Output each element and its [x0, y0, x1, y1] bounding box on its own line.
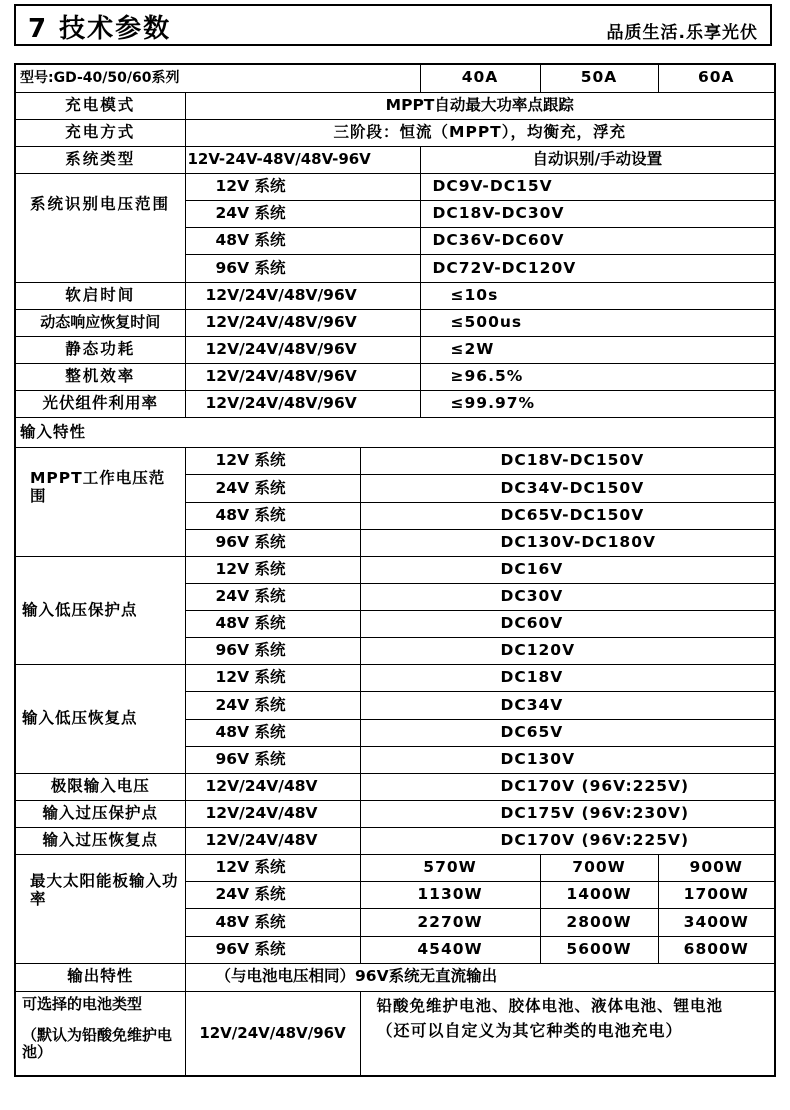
system-cell: 24V 系统 [185, 201, 420, 228]
value-50a: 700W [540, 855, 658, 882]
value-cell: DC9V-DC15V [420, 174, 775, 201]
value-50a: 2800W [540, 909, 658, 936]
value-cell: DC60V [360, 611, 775, 638]
row-label: 系统识别电压范围 [15, 174, 185, 283]
row-label: 软启时间 [15, 282, 185, 309]
system-cell: 24V 系统 [185, 692, 360, 719]
table-row [15, 64, 775, 92]
value-cell: DC175V (96V:230V) [360, 800, 775, 827]
value-cell: ≤500us [420, 309, 775, 336]
system-cell: 24V 系统 [185, 583, 360, 610]
system-cell: 12V/24V/48V [185, 773, 360, 800]
value-cell: DC30V [360, 583, 775, 610]
value-cell: ≤99.97% [420, 391, 775, 418]
row-label: 输入过压保护点 [15, 800, 185, 827]
value-cell: DC72V-DC120V [420, 255, 775, 282]
system-cell: 12V 系统 [185, 665, 360, 692]
table-row [15, 92, 775, 119]
system-cell: 96V 系统 [185, 746, 360, 773]
system-cell: 12V 系统 [185, 174, 420, 201]
table-row [15, 665, 775, 692]
table-row [15, 336, 775, 363]
table-row [15, 418, 775, 448]
battery-types: 铅酸免维护电池、胶体电池、液体电池、锂电池 [376, 996, 724, 1015]
system-cell: 12V/24V/48V/96V [185, 282, 420, 309]
value-cell: ≤10s [420, 282, 775, 309]
row-label: 极限输入电压 [15, 773, 185, 800]
battery-label: 可选择的电池类型 [22, 994, 143, 1013]
battery-types-cell [360, 991, 775, 1076]
system-cell: 48V 系统 [185, 719, 360, 746]
table-row [15, 991, 775, 1076]
value-cell: DC130V-DC180V [360, 529, 775, 556]
col-60a: 60A [658, 64, 775, 92]
table-row [15, 773, 775, 800]
value-cell: ≥96.5% [420, 363, 775, 390]
row-label: 动态响应恢复时间 [15, 309, 185, 336]
table-row [15, 119, 775, 146]
row-label: 光伏组件利用率 [15, 391, 185, 418]
row-label: 输入低压保护点 [15, 556, 185, 665]
value-cell: DC120V [360, 638, 775, 665]
brand-slogan: 品质生活.乐享光伏 [606, 23, 758, 43]
row-label: MPPT工作电压范围 [15, 448, 185, 557]
row-label: 输入低压恢复点 [15, 665, 185, 774]
system-cell: 96V 系统 [185, 936, 360, 963]
battery-label-note: （默认为铅酸免维护电池） [22, 1026, 173, 1062]
system-cell: 12V/24V/48V [185, 800, 360, 827]
system-cell: 96V 系统 [185, 255, 420, 282]
section-header [14, 4, 772, 46]
value-40a: 570W [360, 855, 540, 882]
model-label: 型号:GD-40/50/60系列 [15, 64, 420, 92]
value-cell: DC65V-DC150V [360, 502, 775, 529]
row-systems: 12V-24V-48V/48V-96V [185, 146, 420, 173]
value-cell: DC18V-DC150V [360, 448, 775, 475]
system-cell: 24V 系统 [185, 475, 360, 502]
value-cell: DC36V-DC60V [420, 228, 775, 255]
row-value: （与电池电压相同）96V系统无直流输出 [185, 963, 775, 991]
battery-note: （还可以自定义为其它种类的电池充电） [376, 1020, 683, 1040]
value-60a: 3400W [658, 909, 775, 936]
value-50a: 1400W [540, 882, 658, 909]
table-row [15, 963, 775, 991]
value-cell: DC65V [360, 719, 775, 746]
value-60a: 1700W [658, 882, 775, 909]
value-cell: DC18V-DC30V [420, 201, 775, 228]
value-cell: DC16V [360, 556, 775, 583]
value-cell: DC130V [360, 746, 775, 773]
table-row [15, 309, 775, 336]
row-label: 系统类型 [15, 146, 185, 173]
system-cell: 24V 系统 [185, 882, 360, 909]
table-row [15, 828, 775, 855]
value-cell: ≤2W [420, 336, 775, 363]
value-cell: DC34V-DC150V [360, 475, 775, 502]
system-cell: 12V/24V/48V [185, 828, 360, 855]
row-value: 自动识别/手动设置 [420, 146, 775, 173]
value-40a: 2270W [360, 909, 540, 936]
value-cell: DC170V (96V:225V) [360, 828, 775, 855]
row-label [15, 991, 185, 1076]
value-cell: DC18V [360, 665, 775, 692]
table-row [15, 282, 775, 309]
table-row [15, 146, 775, 173]
col-50a: 50A [540, 64, 658, 92]
section-title: 7 技术参数 [28, 14, 172, 44]
table-row [15, 855, 775, 882]
row-value: MPPT自动最大功率点跟踪 [185, 92, 775, 119]
system-cell: 96V 系统 [185, 529, 360, 556]
value-40a: 4540W [360, 936, 540, 963]
system-cell: 48V 系统 [185, 611, 360, 638]
row-label: 整机效率 [15, 363, 185, 390]
table-row [15, 391, 775, 418]
system-cell: 12V 系统 [185, 556, 360, 583]
row-label: 输出特性 [15, 963, 185, 991]
table-row [15, 556, 775, 583]
value-cell: DC34V [360, 692, 775, 719]
row-label: 输入过压恢复点 [15, 828, 185, 855]
row-label: 充电模式 [15, 92, 185, 119]
col-40a: 40A [420, 64, 540, 92]
value-cell: DC170V (96V:225V) [360, 773, 775, 800]
system-cell: 96V 系统 [185, 638, 360, 665]
value-50a: 5600W [540, 936, 658, 963]
spec-table [14, 63, 776, 1077]
table-row [15, 363, 775, 390]
system-cell: 12V/24V/48V/96V [185, 391, 420, 418]
system-cell: 12V 系统 [185, 855, 360, 882]
system-cell: 12V/24V/48V/96V [185, 363, 420, 390]
system-cell: 48V 系统 [185, 502, 360, 529]
system-cell: 12V/24V/48V/96V [185, 336, 420, 363]
system-cell: 12V/24V/48V/96V [185, 309, 420, 336]
system-cell: 12V/24V/48V/96V [185, 991, 360, 1076]
value-60a: 6800W [658, 936, 775, 963]
value-40a: 1130W [360, 882, 540, 909]
system-cell: 48V 系统 [185, 909, 360, 936]
value-60a: 900W [658, 855, 775, 882]
section-label: 输入特性 [15, 418, 775, 448]
system-cell: 48V 系统 [185, 228, 420, 255]
system-cell: 12V 系统 [185, 448, 360, 475]
table-row [15, 800, 775, 827]
row-value: 三阶段：恒流（MPPT），均衡充，浮充 [185, 119, 775, 146]
row-label: 最大太阳能板输入功率 [15, 855, 185, 964]
row-label: 充电方式 [15, 119, 185, 146]
row-label: 静态功耗 [15, 336, 185, 363]
table-row [15, 448, 775, 475]
table-row [15, 174, 775, 201]
